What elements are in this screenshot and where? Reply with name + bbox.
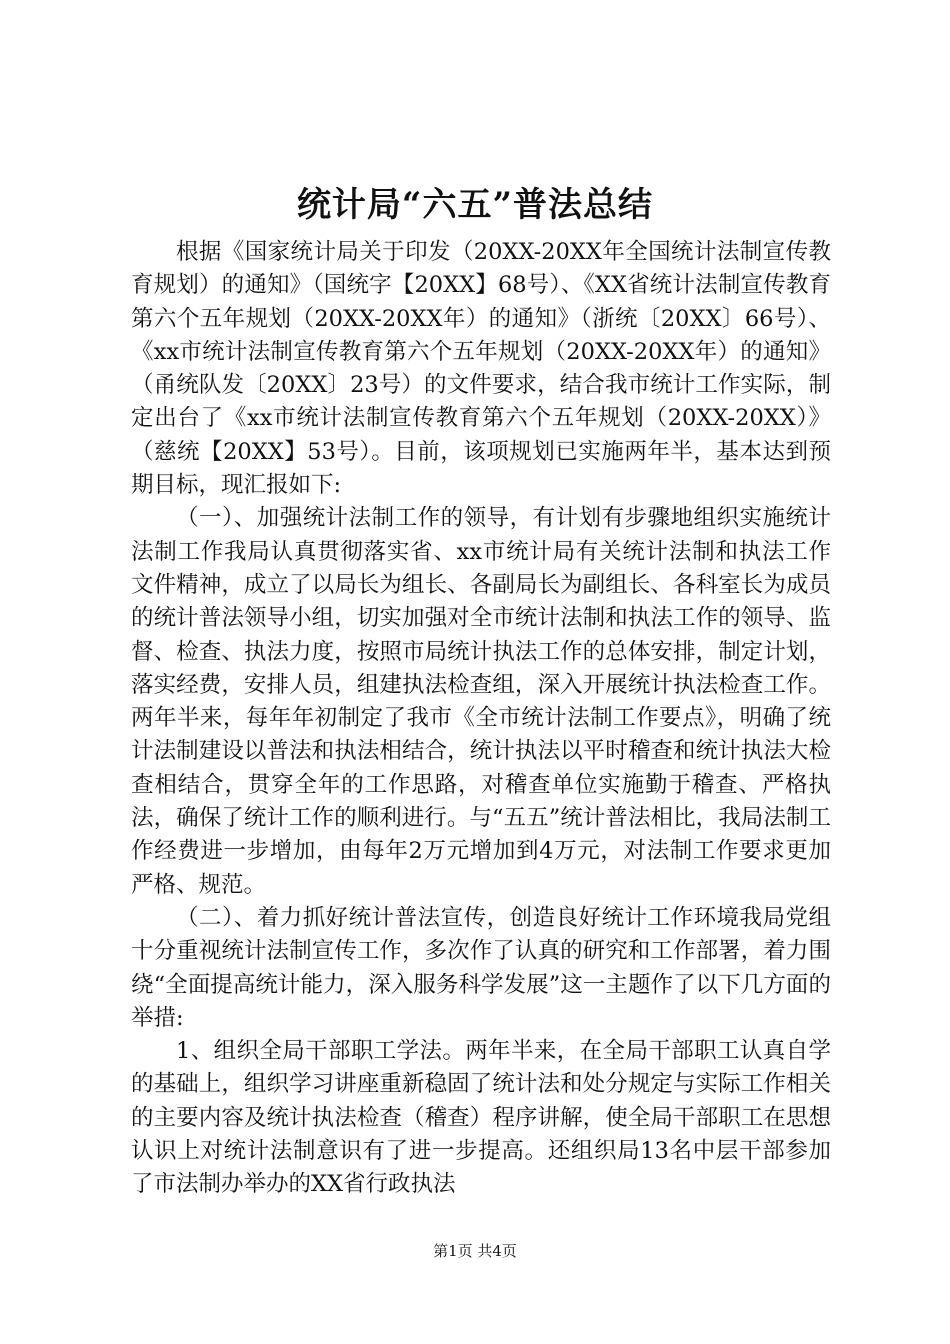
- document-title: 统计局“六五”普法总结: [296, 185, 654, 225]
- paragraph-intro: 根据《国家统计局关于印发（20XX-20XX年全国统计法制宣传教育规划）的通知》（国统字【20XX】68号）、《XX省统计法制宣传教育第六个五年规划（20XX-20XX年）的通知》（浙统〔20XX〕66号）、《xx市统计法制宣传教育第六个五年规划（20XX-20XX年）的通知》（甬统队发〔20XX〕23号）的文件要求，结合我市统计工作实际，制定出台了《xx市统计法制宣传教育第六个五年规划（20XX-20XX）》（慈统【20XX】53号）。目前，该项规划已实施两年半，基本达到预期目标，现汇报如下:: [131, 239, 831, 499]
- paragraph-section-1: （一）、加强统计法制工作的领导，有计划有步骤地组织实施统计法制工作我局认真贯彻落实省、xx市统计局有关统计法制和执法工作文件精神，成立了以局长为组长、各副局长为副组长、各科室长为成员的统计普法领导小组，切实加强对全市统计法制和执法工作的领导、监督、检查、执法力度，按照市局统计执法工作的总体安排，制定计划，落实经费，安排人员，组建执法检查组，深入开展统计执法检查工作。两年半来，每年年初制定了我市《全市统计法制工作要点》，明确了统计法制建设以普法和执法相结合，统计执法以平时稽查和统计执法大检查相结合，贯穿全年的工作思路，对稽查单位实施勤于稽查、严格执法，确保了统计工作的顺利进行。与“五五”统计普法相比，我局法制工作经费进一步增加，由每年2万元增加到4万元，对法制工作要求更加严格、规范。: [131, 505, 831, 898]
- paragraph-section-2: （二）、着力抓好统计普法宣传，创造良好统计工作环境我局党组十分重视统计法制宣传工作，多次作了认真的研究和工作部署，着力围绕“全面提高统计能力，深入服务科学发展”这一主题作了以下几方面的举措:: [131, 904, 831, 1031]
- document-body: [131, 236, 831, 1202]
- paragraph-item-1: 1、组织全局干部职工学法。两年半来，在全局干部职工认真自学的基础上，组织学习讲座重新稳固了统计法和处分规定与实际工作相关的主要内容及统计执法检查（稽查）程序讲解，使全局干部职工在思想认识上对统计法制意识有了进一步提高。还组织局13名中层干部参加了市法制办举办的XX省行政执法: [131, 1038, 831, 1198]
- page-number-footer: 第1页 共4页: [433, 1242, 517, 1260]
